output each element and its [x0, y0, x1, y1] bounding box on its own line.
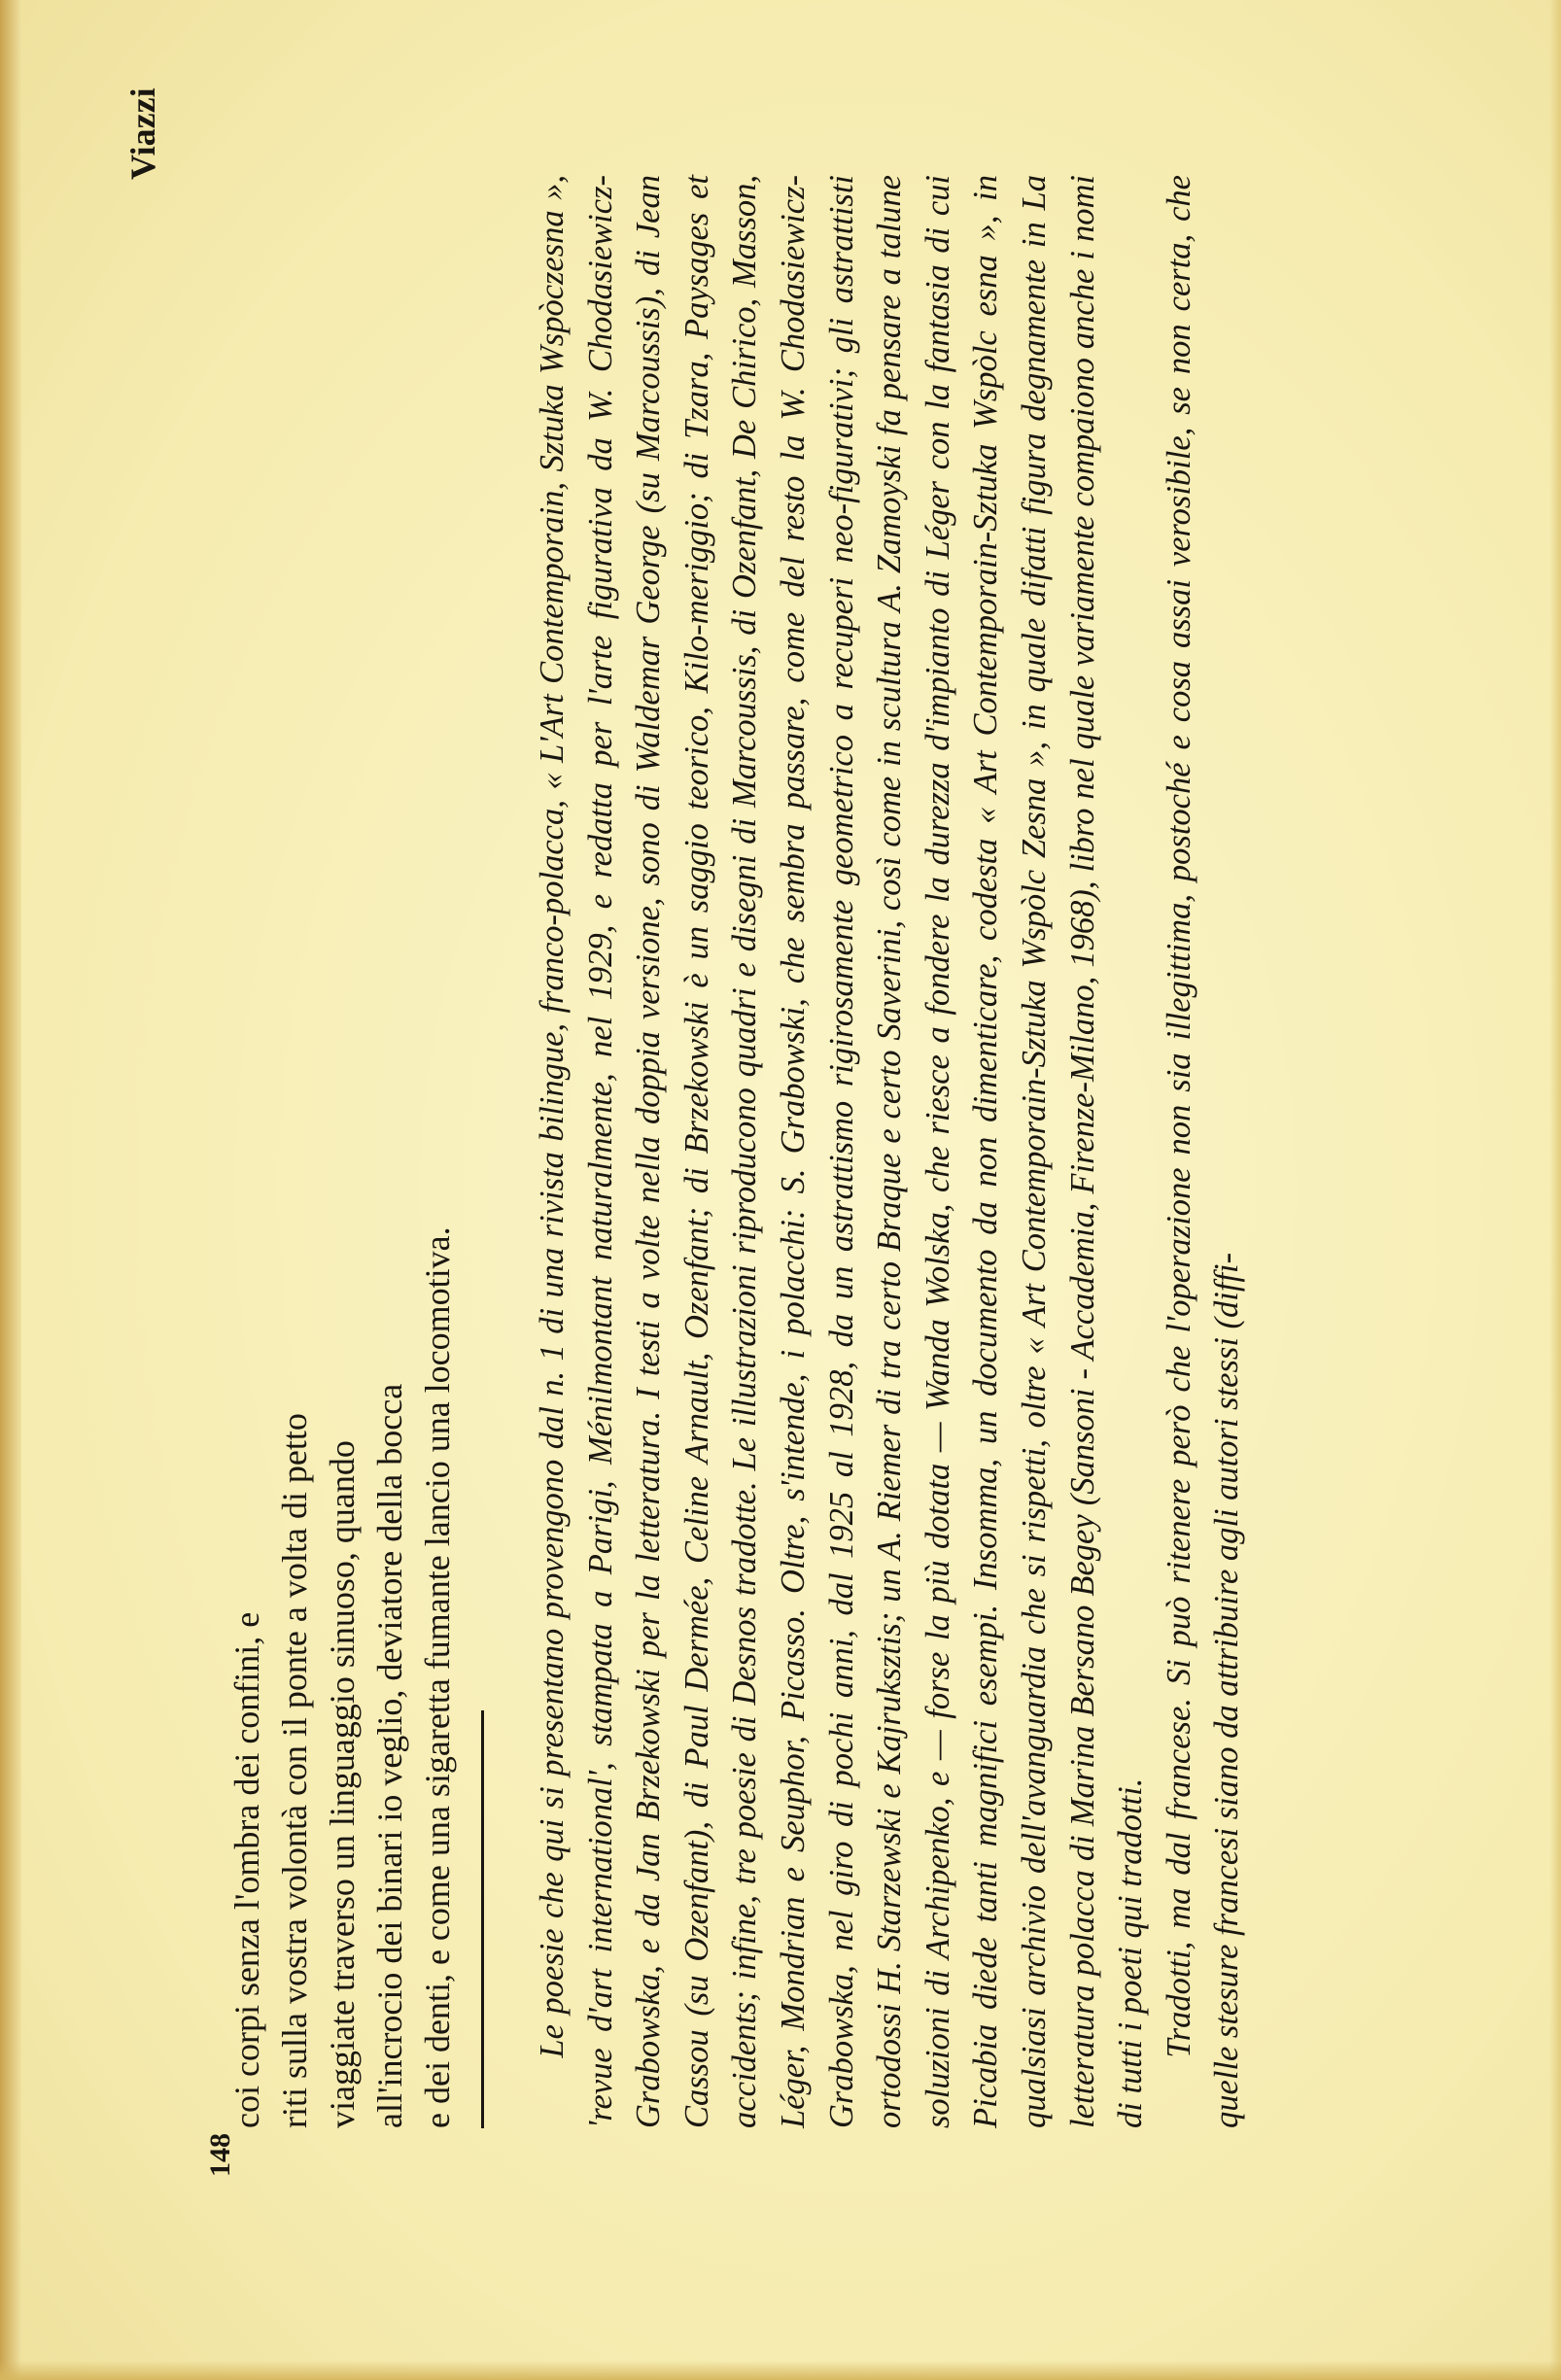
poem-line: viaggiate traverso un linguaggio sinuoso, quando: [323, 1440, 362, 2128]
page-edge-shadow-right: [1549, 0, 1561, 2380]
poem-line: e dei denti, e come una sigaretta fumante lancio una locomotiva.: [418, 1226, 457, 2128]
page-number: 148: [204, 2133, 236, 2177]
separator-rule: [481, 1710, 484, 2128]
poem-line: all'incrocio dei binari io veglio, deviatore della bocca: [370, 1383, 409, 2128]
poem-line: coi corpi senza l'ombra dei confini, e: [227, 1611, 266, 2128]
editorial-note: [529, 175, 1252, 2128]
page-edge-shadow-left: [0, 0, 21, 2380]
page-edge-shadow-bottom: [0, 2361, 1561, 2380]
poem-excerpt: [224, 1226, 462, 2128]
rotated-text-block: [123, 87, 1351, 2177]
note-paragraph-2: Tradotti, ma dal francese. Si può ritenere però che l'operazione non sia illegittima, postoché e cosa assai verosibile, se non certa, che quelle stesure francesi siano da attribuire agli autori stessi (diffi-: [1160, 175, 1246, 2128]
running-head-author: Viazzi: [123, 87, 162, 180]
note-paragraph-1: Le poesie che qui si presentano provengono dal n. 1 di una rivista bilingue, franco-polacca, « L'Art Contemporain, Sztuka Wspòczesna », 'revue d'art international', stampata a Parigi, Ménilmontant naturalmente, nel 1929, e redatta per l'arte figurativa da W. Chodasiewicz-Grabowska, e da Jan Brzekowski per la letteratura. I testi a volte nella doppia versione, sono di Waldemar George (su Marcoussis), di Jean Cassou (su Ozenfant), di Paul Dermée, Celine Arnault, Ozenfant; di Brzekowski è un saggio teorico, Kilo-meriggio; di Tzara, Paysages et accidents; infine, tre poesie di Desnos tradotte. Le illustrazioni riproducono quadri e disegni di Marcoussis, di Ozenfant, De Chirico, Masson, Léger, Mondrian e Seuphor, Picasso. Oltre, s'intende, i polacchi: S. Grabowski, che sembra passare, come del resto la W. Chodasiewicz-Grabowska, nel giro di pochi anni, dal 1925 al 1928, da un astrattismo rigirosamente geometrico a recuperi neo-figurativi; gli astrattisti ortodossi H. Starzewski e Kajruksztis; un A. Riemer di tra certo Braque e certo Saverini, così come in scultura A. Zamoyski fa pensare a talune soluzioni di Archipenko, e — forse la più dotata — Wanda Wolska, che riesce a fondere la durezza d'impianto di Léger con la fantasia di cui Picabia diede tanti magnifici esempi. Insomma, un documento da non dimenticare, codesta « Art Contemporain-Sztuka Wspòlc esna », in qualsiasi archivio dell'avanguardia che si rispetti, oltre « Art Contemporain-Sztuka Wspòlc Zesna », in quale difatti figura degnamente in La letteratura polacca di Marina Bersano Begey (Sansoni - Accademia, Firenze-Milano, 1968), libro nel quale variamente compaiono anche i nomi di tutti i poeti qui tradotti.: [534, 175, 1150, 2128]
poem-line: riti sulla vostra volontà con il ponte a volta di petto: [275, 1413, 314, 2128]
